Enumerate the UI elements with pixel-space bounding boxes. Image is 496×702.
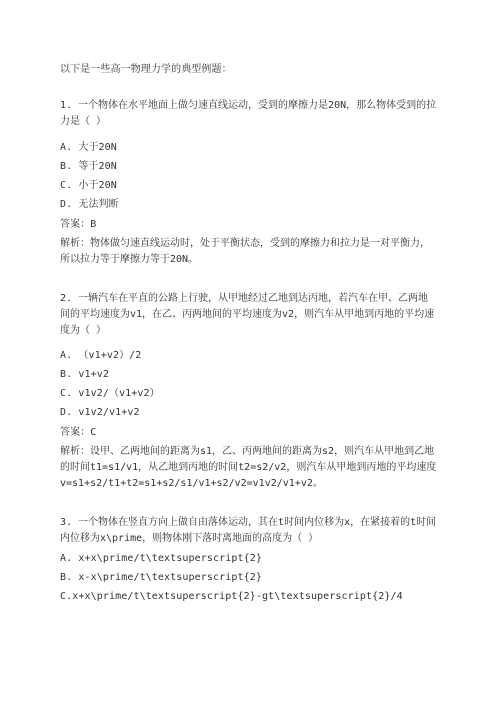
question-2-option-d: D. v1v2/v1+v2: [60, 407, 140, 418]
question-1-analysis: 解析：物体做匀速直线运动时，处于平衡状态，受到的摩擦力和拉力是一对平衡力，所以拉力等于摩擦力等于20N。: [60, 238, 430, 265]
question-2-option-a: A. （v1+v2）/2: [60, 350, 142, 361]
question-3-option-c: C.x+x\prime/t\textsuperscript{2}-gt\textsuperscript{2}/4: [60, 591, 403, 602]
question-1-option-a: A. 大于20N: [60, 142, 117, 153]
question-3-stem: 3. 一个物体在竖直方向上做自由落体运动，其在t时间内位移为x，在紧接着的t时间内位移为x\prime，则物体刚下落时离地面的高度为（ ）: [60, 517, 437, 544]
question-1-option-d: D. 无法判断: [60, 199, 119, 210]
question-2-stem: 2. 一辆汽车在平直的公路上行驶，从甲地经过乙地到达丙地，若汽车在甲、乙两地间的平均速度为v1，在乙、丙两地间的平均速度为v2，则汽车从甲地到丙地的平均速度为（ ）: [60, 293, 435, 336]
question-3-option-b: B. x-x\prime/t\textsuperscript{2}: [60, 572, 262, 583]
question-2-option-b: B. v1+v2: [60, 369, 109, 380]
question-1-option-c: C. 小于20N: [60, 180, 117, 191]
question-3-option-a: A. x+x\prime/t\textsuperscript{2}: [60, 553, 262, 564]
question-2-answer: 答案：C: [60, 427, 97, 438]
question-2-analysis: 解析：设甲、乙两地间的距离为s1，乙、丙两地间的距离为s2，则汽车从甲地到乙地的时间t1=s1/v1，从乙地到丙地的时间t2=s2/v2，则汽车从甲地到丙地的平均速度v=s1+s2/t1+t2=s1+s2/s1/v1+s2/v2=v1v2/v1+v2。: [60, 446, 437, 489]
question-1-stem: 1. 一个物体在水平地面上做匀速直线运动，受到的摩擦力是20N，那么物体受到的拉力是（ ）: [60, 100, 437, 127]
question-1-option-b: B. 等于20N: [60, 161, 117, 172]
question-1-answer: 答案：B: [60, 219, 97, 230]
question-2-option-c: C. v1v2/（v1+v2）: [60, 388, 160, 399]
intro-text: 以下是一些高一物理力学的典型例题：: [60, 64, 232, 75]
